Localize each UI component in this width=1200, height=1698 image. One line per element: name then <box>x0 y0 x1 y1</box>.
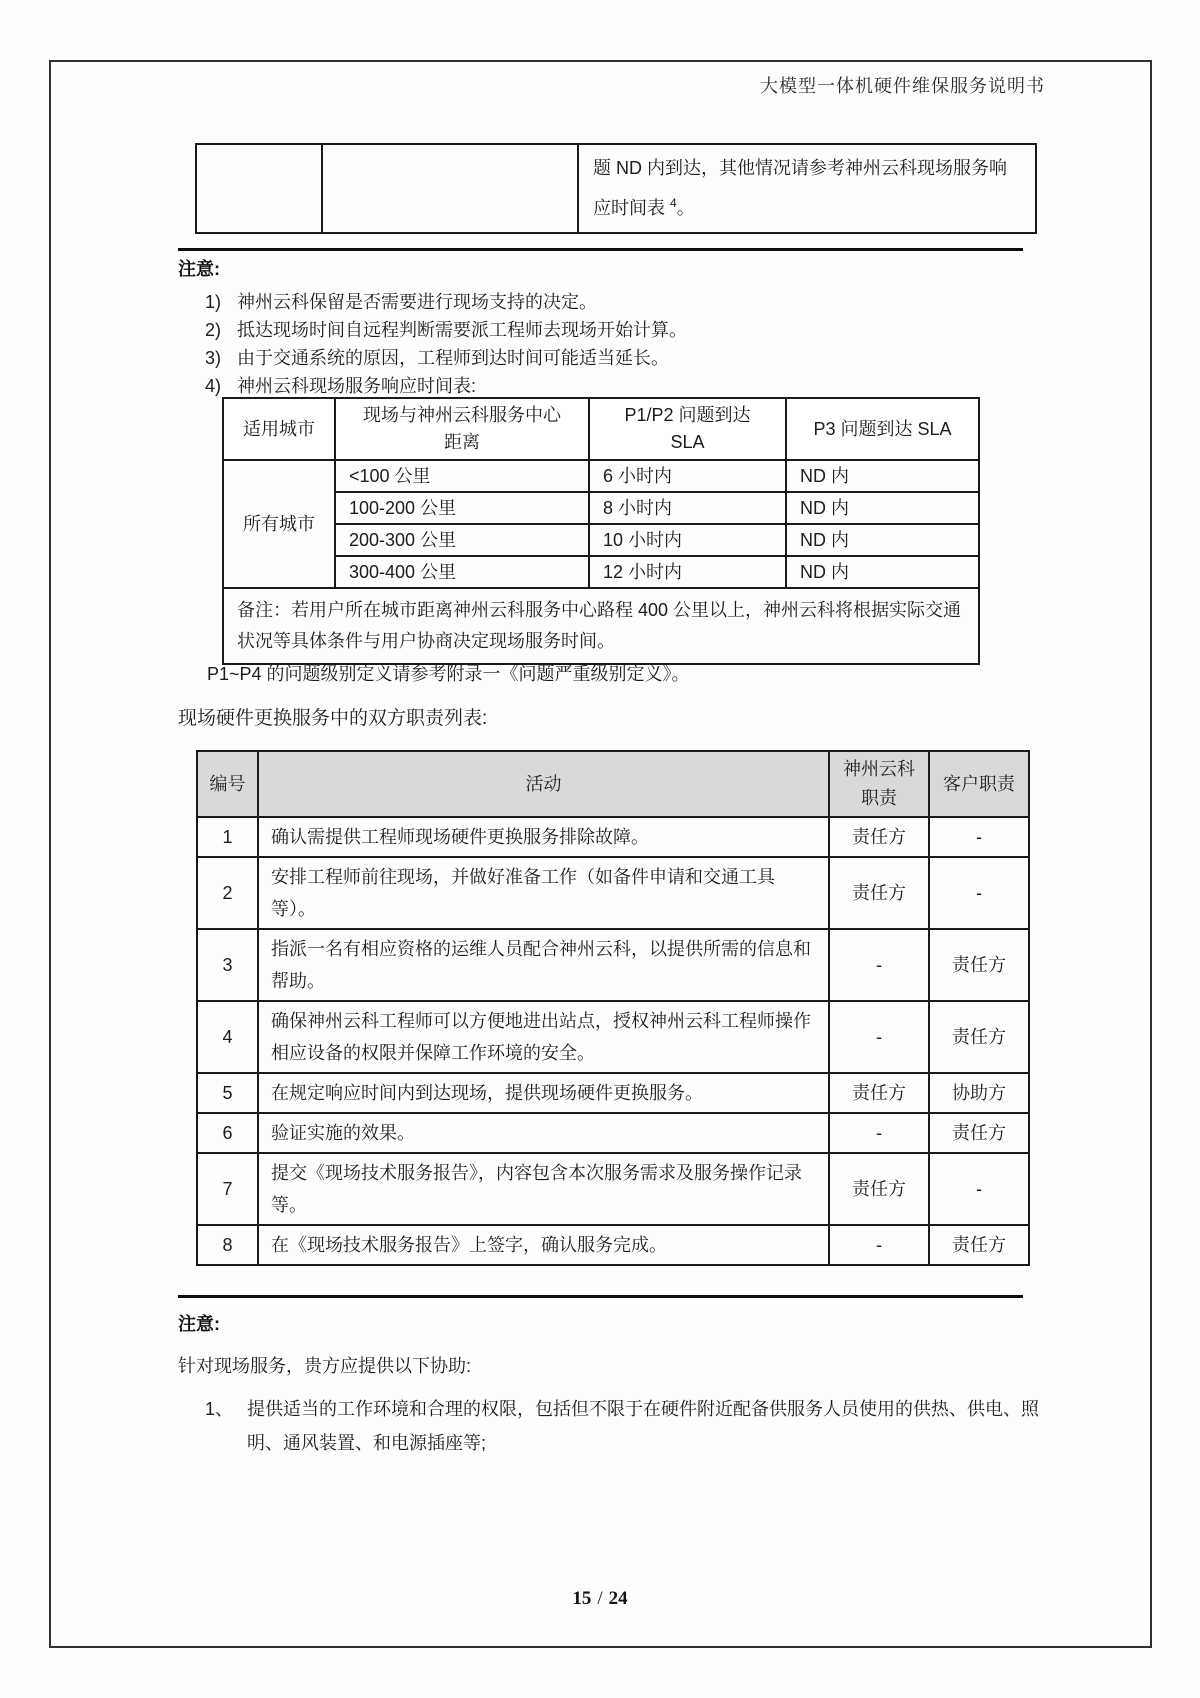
table-row <box>223 588 979 664</box>
p1p2-sla-cell: 6 小时内 <box>589 460 786 492</box>
activity-cell: 提交《现场技术服务报告》，内容包含本次服务需求及服务操作记录等。 <box>258 1153 829 1225</box>
activity-cell: 确认需提供工程师现场硬件更换服务排除故障。 <box>258 817 829 857</box>
appendix-reference-note: P1~P4 的问题级别定义请参考附录一《问题严重级别定义》。 <box>207 664 690 684</box>
p1p2-sla-cell: 8 小时内 <box>589 492 786 524</box>
list-item-number: 1、 <box>205 1399 234 1419</box>
list-item <box>205 1392 1050 1460</box>
customer-duty-cell: - <box>929 817 1029 857</box>
row-number: 8 <box>197 1225 258 1265</box>
row-number: 3 <box>197 929 258 1001</box>
table-header-row <box>223 398 979 460</box>
col-header-activity: 活动 <box>258 751 829 817</box>
row-number: 6 <box>197 1113 258 1153</box>
section-title: 现场硬件更换服务中的双方职责列表: <box>178 708 488 729</box>
col-header-no: 编号 <box>197 751 258 817</box>
list-item-text: 神州云科保留是否需要进行现场支持的决定。 <box>237 292 597 312</box>
fragment-text-cell <box>578 144 1036 233</box>
horizontal-rule-bottom <box>178 1295 1023 1298</box>
list-item-text: 由于交通系统的原因，工程师到达时间可能适当延长。 <box>237 348 669 368</box>
activity-cell: 安排工程师前往现场，并做好准备工作（如备件申请和交通工具等）。 <box>258 857 829 929</box>
carryover-table-fragment <box>195 143 1037 234</box>
customer-duty-cell: 责任方 <box>929 1225 1029 1265</box>
list-item-number: 2) <box>205 320 222 340</box>
activity-cell: 指派一名有相应资格的运维人员配合神州云科，以提供所需的信息和帮助。 <box>258 929 829 1001</box>
list-item <box>205 288 1045 316</box>
table-row <box>197 1225 1029 1265</box>
col-header-distance: 现场与神州云科服务中心 距离 <box>335 398 589 460</box>
table-row <box>197 929 1029 1001</box>
table-row <box>197 857 1029 929</box>
distance-cell: 300-400 公里 <box>335 556 589 588</box>
vendor-duty-cell: 责任方 <box>829 1073 929 1113</box>
row-number: 2 <box>197 857 258 929</box>
page-number: 15 <box>572 1588 592 1609</box>
p3-sla-cell: ND 内 <box>786 460 979 492</box>
table-header-row <box>197 751 1029 817</box>
table-row <box>223 556 979 588</box>
page-footer <box>0 1588 1200 1610</box>
list-item-text: 抵达现场时间自远程判断需要派工程师去现场开始计算。 <box>237 320 687 340</box>
notice-bottom-intro: 针对现场服务，贵方应提供以下协助: <box>178 1356 471 1376</box>
p3-sla-cell: ND 内 <box>786 492 979 524</box>
p3-sla-cell: ND 内 <box>786 556 979 588</box>
table-row <box>223 524 979 556</box>
list-item-number: 4) <box>205 376 222 396</box>
col-header-p3: P3 问题到达 SLA <box>786 398 979 460</box>
distance-cell: 100-200 公里 <box>335 492 589 524</box>
list-item-number: 1) <box>205 292 222 312</box>
vendor-duty-cell: 责任方 <box>829 857 929 929</box>
footnote-ref: 4 <box>670 196 677 210</box>
notice-bottom-label: 注意: <box>178 1314 220 1334</box>
table-row <box>196 144 1036 233</box>
p1p2-sla-cell: 10 小时内 <box>589 524 786 556</box>
vendor-duty-cell: 责任方 <box>829 817 929 857</box>
table-row <box>197 1073 1029 1113</box>
customer-duty-cell: - <box>929 1153 1029 1225</box>
activity-cell: 在《现场技术服务报告》上签字，确认服务完成。 <box>258 1225 829 1265</box>
sla-response-table <box>222 397 980 665</box>
customer-duty-cell: 协助方 <box>929 1073 1029 1113</box>
page-total: 24 <box>608 1588 628 1609</box>
row-number: 1 <box>197 817 258 857</box>
vendor-duty-cell: - <box>829 929 929 1001</box>
vendor-duty-cell: 责任方 <box>829 1153 929 1225</box>
p1p2-sla-cell: 12 小时内 <box>589 556 786 588</box>
table-row <box>197 817 1029 857</box>
row-number: 5 <box>197 1073 258 1113</box>
list-item <box>205 316 1045 344</box>
table-row <box>197 1153 1029 1225</box>
fragment-suffix: 。 <box>676 198 695 218</box>
list-item <box>205 344 1045 372</box>
customer-duty-cell: 责任方 <box>929 1001 1029 1073</box>
vendor-duty-cell: - <box>829 1001 929 1073</box>
col-header-city: 适用城市 <box>223 398 335 460</box>
city-cell: 所有城市 <box>223 460 335 588</box>
list-item-text: 神州云科现场服务响应时间表: <box>237 376 476 396</box>
activity-cell: 验证实施的效果。 <box>258 1113 829 1153</box>
table-row <box>197 1113 1029 1153</box>
page-separator: / <box>597 1588 603 1609</box>
fragment-empty-cell-2 <box>322 144 578 233</box>
distance-cell: 200-300 公里 <box>335 524 589 556</box>
table-row <box>223 492 979 524</box>
list-item-text: 提供适当的工作环境和合理的权限，包括但不限于在硬件附近配备供服务人员使用的供热、供电、照明、通风装置、和电源插座等; <box>247 1399 1039 1453</box>
responsibility-table <box>196 750 1030 1266</box>
remark-cell: 备注：若用户所在城市距离神州云科服务中心路程 400 公里以上，神州云科将根据实际交通状况等具体条件与用户协商决定现场服务时间。 <box>223 588 979 664</box>
fragment-empty-cell-1 <box>196 144 322 233</box>
list-item <box>205 372 1045 400</box>
vendor-duty-cell: - <box>829 1113 929 1153</box>
fragment-text: 题 ND 内到达，其他情况请参考神州云科现场服务响应时间表 <box>593 158 1007 218</box>
header-title: 大模型一体机硬件维保服务说明书 <box>760 76 1045 96</box>
notice-top-label: 注意: <box>178 259 220 279</box>
row-number: 4 <box>197 1001 258 1073</box>
table-row <box>223 460 979 492</box>
customer-duty-cell: - <box>929 857 1029 929</box>
col-header-vendor: 神州云科 职责 <box>829 751 929 817</box>
horizontal-rule-top <box>178 248 1023 251</box>
row-number: 7 <box>197 1153 258 1225</box>
customer-duty-cell: 责任方 <box>929 929 1029 1001</box>
list-item-number: 3) <box>205 348 222 368</box>
p3-sla-cell: ND 内 <box>786 524 979 556</box>
activity-cell: 确保神州云科工程师可以方便地进出站点，授权神州云科工程师操作相应设备的权限并保障工作环境的安全。 <box>258 1001 829 1073</box>
customer-duty-cell: 责任方 <box>929 1113 1029 1153</box>
col-header-customer: 客户职责 <box>929 751 1029 817</box>
vendor-duty-cell: - <box>829 1225 929 1265</box>
activity-cell: 在规定响应时间内到达现场，提供现场硬件更换服务。 <box>258 1073 829 1113</box>
distance-cell: <100 公里 <box>335 460 589 492</box>
table-row <box>197 1001 1029 1073</box>
col-header-p1p2: P1/P2 问题到达 SLA <box>589 398 786 460</box>
